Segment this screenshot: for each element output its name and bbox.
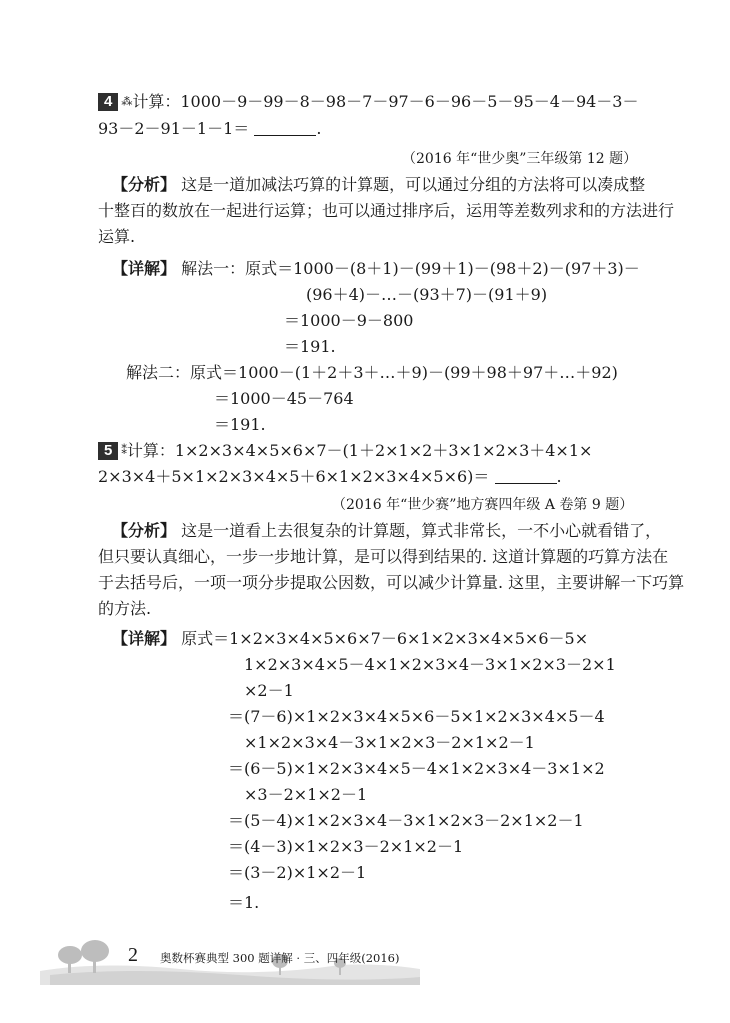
answer-blank <box>254 135 316 136</box>
solution-tag: 【详解】 <box>112 629 177 648</box>
solution-tag: 【详解】 <box>112 259 177 278</box>
problem-5-solution-line-5: ×1×2×3×4－3×1×2×3－2×1×2－1 <box>244 733 535 752</box>
problem-4-method-2-line-1 <box>126 362 618 384</box>
problem-5-solution-line-3: ×2－1 <box>244 681 294 700</box>
problem-4-analysis-line-3: 运算. <box>98 227 136 246</box>
problem-4-source: （2016 年“世少奥”三年级第 12 题） <box>402 151 638 167</box>
problem-4-text-2: 93－2－91－1－1＝ <box>98 119 250 138</box>
problem-5-number: 5 <box>98 442 118 460</box>
problem-4-analysis-line-2: 十整百的数放在一起进行运算；也可以通过排序后，运用等差数列求和的方法进行 <box>98 201 675 220</box>
problem-5-text-2: 2×3×4＋5×1×2×3×4×5＋6×1×2×3×4×5×6)＝ <box>98 467 490 486</box>
problem-4-period: . <box>316 119 322 138</box>
difficulty-stars-icon: ⁑ <box>121 444 125 457</box>
book-title: 奥数杯赛典型 300 题详解 · 三、四年级(2016) <box>160 951 400 965</box>
problem-4-method-1-line-4: ＝191. <box>284 337 336 356</box>
problem-5-solution-line-9: ＝(4－3)×1×2×3－2×1×2－1 <box>228 837 464 856</box>
problem-4-method-1-line-1 <box>112 258 640 280</box>
page-number: 2 <box>128 944 138 966</box>
analysis-text: 这是一道看上去很复杂的计算题，算式非常长，一不小心就看错了， <box>181 521 662 540</box>
problem-4-analysis-line-1 <box>112 174 645 196</box>
problem-5-stem-line-1 <box>98 440 592 462</box>
problem-5-source: （2016 年“世少赛”地方赛四年级 A 卷第 9 题） <box>332 497 634 513</box>
problem-4-number: 4 <box>98 93 118 111</box>
problem-5-solution-line-8: ＝(5－4)×1×2×3×4－3×1×2×3－2×1×2－1 <box>228 811 584 830</box>
method-2-step: 1000－(1＋2＋3＋…＋9)－(99＋98＋97＋…＋92) <box>238 363 618 382</box>
problem-5-solution-line-6: ＝(6－5)×1×2×3×4×5－4×1×2×3×4－3×1×2 <box>228 759 605 778</box>
problem-5-solution-line-4: ＝(7－6)×1×2×3×4×5×6－5×1×2×3×4×5－4 <box>228 707 605 726</box>
problem-5-solution-line-10: ＝(3－2)×1×2－1 <box>228 863 367 882</box>
analysis-tag: 【分析】 <box>112 521 177 540</box>
problem-4-method-2-line-3: ＝191. <box>214 415 266 434</box>
method-1-step: 1000－(8＋1)－(99＋1)－(98＋2)－(97＋3)－ <box>293 259 640 278</box>
problem-5-analysis-line-1 <box>112 520 661 542</box>
difficulty-stars-icon: ⁂ <box>121 95 131 108</box>
problem-5-analysis-line-3: 于去括号后，一项一项分步提取公因数，可以减少计算量. 这里，主要讲解一下巧算 <box>98 573 685 592</box>
problem-5-solution-line-11: ＝1. <box>228 893 260 912</box>
analysis-tag: 【分析】 <box>112 175 177 194</box>
problem-5-period: . <box>556 467 562 486</box>
problem-5-solution-line-1 <box>112 628 588 650</box>
problem-4-stem-line-1 <box>98 91 638 113</box>
problem-4-method-1-line-3: ＝1000－9－800 <box>284 311 414 330</box>
problem-5-solution-line-2: 1×2×3×4×5－4×1×2×3×4－3×1×2×3－2×1 <box>244 655 616 674</box>
analysis-text: 这是一道加减法巧算的计算题，可以通过分组的方法将可以凑成整 <box>181 175 646 194</box>
solution-label: 原式＝ <box>181 629 230 648</box>
problem-4-method-1-line-2: (96＋4)－…－(93＋7)－(91＋9) <box>306 285 548 304</box>
solution-step: 1×2×3×4×5×6×7－6×1×2×3×4×5×6－5× <box>229 629 589 648</box>
answer-blank <box>495 483 557 484</box>
problem-5-stem-line-2 <box>98 466 562 488</box>
problem-4-method-2-line-2: ＝1000－45－764 <box>214 389 354 408</box>
method-2-label: 解法二：原式＝ <box>126 363 239 382</box>
problem-4-text-1: 计算：1000－9－99－8－98－7－97－6－96－5－95－4－94－3－ <box>132 92 639 111</box>
method-1-label: 解法一：原式＝ <box>181 259 294 278</box>
problem-5-analysis-line-2: 但只要认真细心，一步一步地计算，是可以得到结果的. 这道计算题的巧算方法在 <box>98 547 669 566</box>
problem-5-text-1: 计算：1×2×3×4×5×6×7－(1＋2×1×2＋3×1×2×3＋4×1× <box>126 441 593 460</box>
problem-4-stem-line-2 <box>98 118 321 140</box>
problem-5-analysis-line-4: 的方法. <box>98 599 152 618</box>
problem-5-solution-line-7: ×3－2×1×2－1 <box>244 785 368 804</box>
